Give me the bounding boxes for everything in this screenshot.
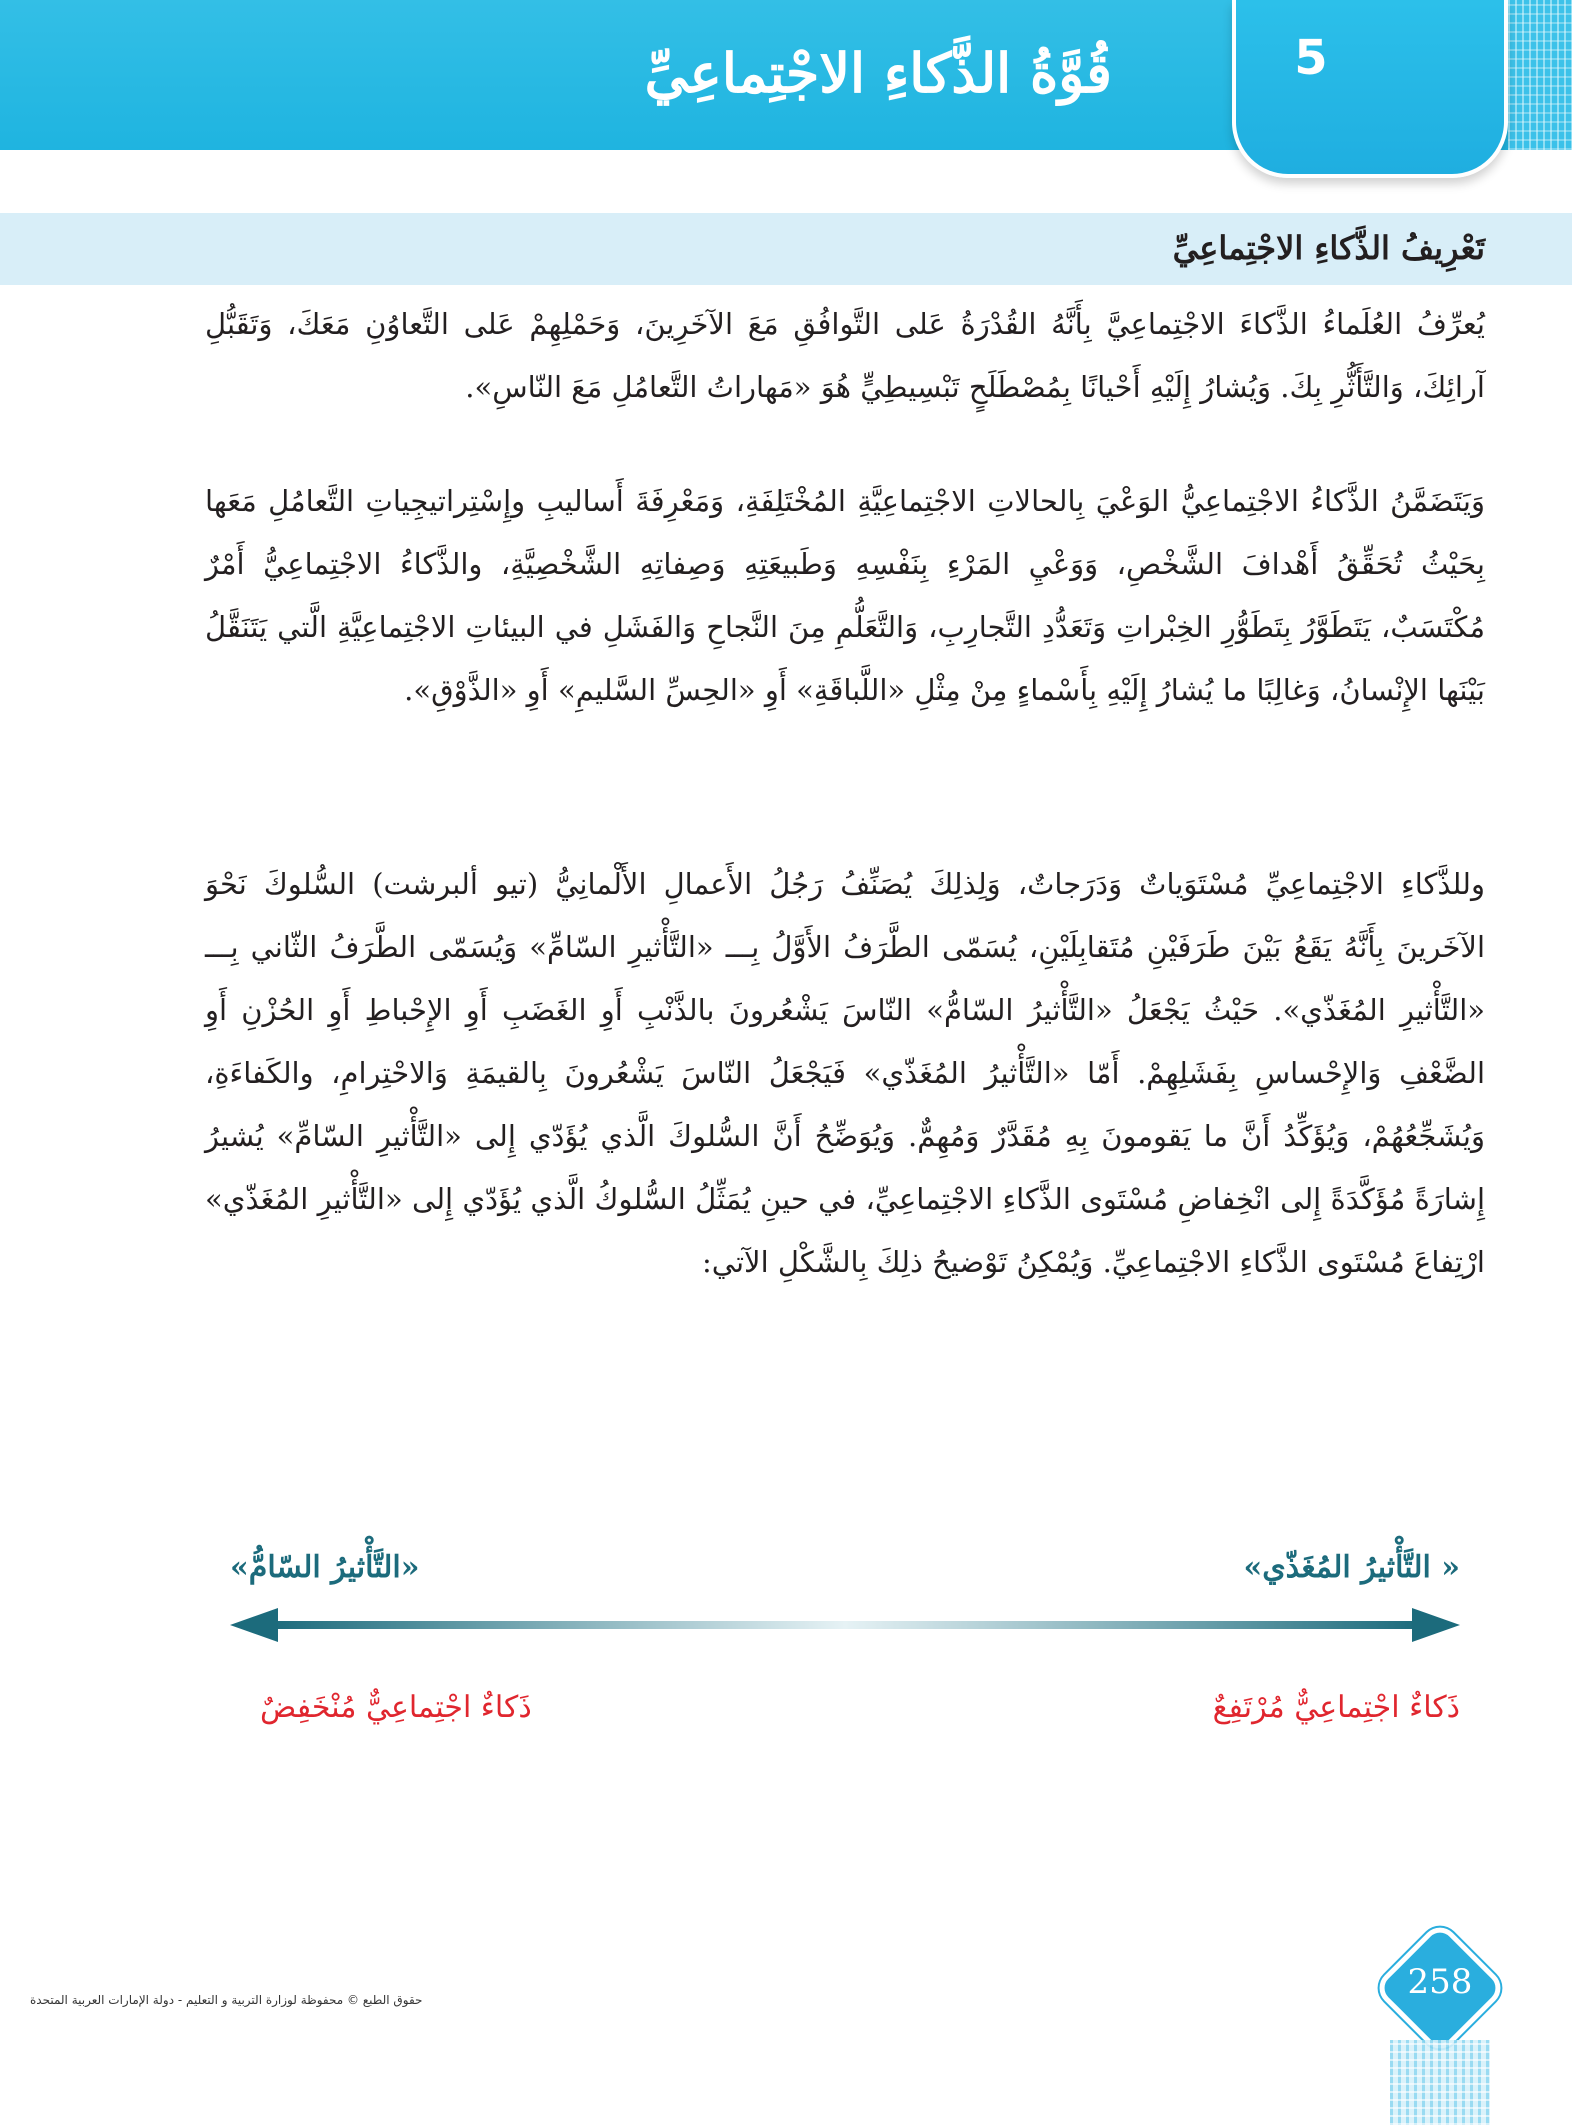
page-badge-pattern <box>1390 2040 1490 2125</box>
section-heading: تَعْرِيفُ الذَّكاءِ الاجْتِماعِيِّ <box>1172 229 1485 267</box>
arrow-head-right <box>1412 1608 1460 1642</box>
chapter-title: قُوَّةُ الذَّكاءِ الاجْتِماعِيِّ <box>644 41 1112 105</box>
high-intelligence-caption: ذَكاءٌ اجْتِماعِيٌّ مُرْتَفِعٌ <box>1212 1690 1460 1725</box>
chapter-number: 5 <box>1294 30 1328 86</box>
nourishing-influence-label: « التَّأْثيرُ المُغَذّي» <box>1243 1550 1460 1585</box>
arrow-head-left <box>230 1608 278 1642</box>
decorative-pattern <box>1508 0 1572 150</box>
copyright-notice: حقوق الطبع © محفوظة لوزارة التربية و التعليم - دولة الإمارات العربية المتحدة <box>30 1993 423 2007</box>
paragraph-1: يُعرِّفُ العُلَماءُ الذَّكاءَ الاجْتِماعِيَّ بِأَنَّهُ القُدْرَةُ عَلى التَّوافُقِ مَعَ الآخَرِينَ، وَحَمْلِهِمْ عَلى التَّعاوُنِ مَعَكَ، وَتَقَبُّلِ آرائِكَ، وَالتَّأَثُّرِ بِكَ. وَيُشارُ إِلَيْهِ أَحْيانًا بِمُصْطَلَحٍ تَبْسِيطِيٍّ هُوَ «مَهاراتُ التَّعامُلِ مَعَ النّاسِ». <box>205 307 1485 404</box>
toxic-influence-label: «التَّأْثيرُ السّامُّ» <box>230 1550 420 1585</box>
arrow-shaft <box>270 1621 1420 1629</box>
double-arrow-icon <box>230 1600 1460 1650</box>
page-number-badge <box>1380 1930 1500 2125</box>
low-intelligence-caption: ذَكاءٌ اجْتِماعِيٌّ مُنْخَفِضٌ <box>260 1690 532 1725</box>
paragraph-3: وللذَّكاءِ الاجْتِماعِيِّ مُسْتَوَياتٌ وَدَرَجاتٌ، وَلِذلِكَ يُصَنِّفُ رَجُلُ الأَعمالِ الأَلْمانِيُّ (تيو ألبرشت) السُّلوكَ نَحْوَ الآخَرينَ بِأَنَّهُ يَقَعُ بَيْنَ طَرَفَيْنِ مُتَقابِلَيْنِ، يُسَمّى الطَّرَفُ الأَوَّلُ بِـــ «التَّأْثيرِ السّامِّ» وَيُسَمّى الطَّرَفُ الثّاني بِـــ «التَّأْثيرِ المُغَذّي». حَيْثُ يَجْعَلُ «التَّأْثيرُ السّامُّ» النّاسَ يَشْعُرونَ بالذَّنْبِ أَوِ الغَضَبِ أَوِ الإِحْباطِ أَوِ الحُزْنِ أَوِ الضَّعْفِ وَالإِحْساسِ بِفَشَلِهِمْ. أَمّا «التَّأْثيرُ المُغَذّي» فَيَجْعَلُ النّاسَ يَشْعُرونَ بِالقيمَةِ وَالاحْتِرامِ، والكَفاءَةِ، وَيُشَجِّعُهُمْ، وَيُؤَكِّدُ أَنَّ ما يَقومونَ بِهِ مُقَدَّرٌ وَمُهِمٌّ. وَيُوَضِّحُ أَنَّ السُّلوكَ الَّذي يُؤَدّي إِلى «التَّأْثيرِ السّامِّ» يُشيرُ إِشارَةً مُؤَكَّدَةً إِلى انْخِفاضِ مُسْتَوى الذَّكاءِ الاجْتِماعِيِّ، في حينِ يُمَثِّلُ السُّلوكُ الَّذي يُؤَدّي إِلى «التَّأْثيرِ المُغَذّي» ارْتِفاعَ مُسْتَوى الذَّكاءِ الاجْتِماعِيِّ. وَيُمْكِنُ تَوْضيحُ ذلِكَ بِالشَّكْلِ الآتي: <box>205 867 1485 1279</box>
chapter-number-tab <box>1232 0 1508 178</box>
page-number: 258 <box>1407 1962 1473 2002</box>
influence-spectrum-diagram <box>230 1550 1460 1780</box>
paragraph-2: وَيَتَضَمَّنُ الذَّكاءُ الاجْتِماعِيُّ الوَعْيَ بِالحالاتِ الاجْتِماعِيَّةِ المُخْتَلِفَةِ، وَمَعْرِفَةَ أَساليبِ وإِسْتِراتيجِياتِ التَّعامُلِ مَعَها بِحَيْثُ تُحَقِّقُ أَهْدافَ الشَّخْصِ، وَوَعْيِ المَرْءِ بِنَفْسِهِ وَطَبيعَتِهِ وَصِفاتِهِ الشَّخْصِيَّةِ، والذَّكاءُ الاجْتِماعِيُّ أَمْرٌ مُكْتَسَبٌ، يَتَطَوَّرُ بِتَطَوُّرِ الخِبْراتِ وَتَعَدُّدِ التَّجارِبِ، وَالتَّعَلُّمِ مِنَ النَّجاحِ وَالفَشَلِ في البيئاتِ الاجْتِماعِيَّةِ الَّتي يَتَنَقَّلُ بَيْنَها الإِنْسانُ، وَغالِبًا ما يُشارُ إِلَيْهِ بِأَسْماءٍ مِنْ مِثْلِ «اللَّباقَةِ» أَوِ «الحِسِّ السَّليمِ» أَوِ «الذَّوْقِ». <box>205 484 1485 707</box>
